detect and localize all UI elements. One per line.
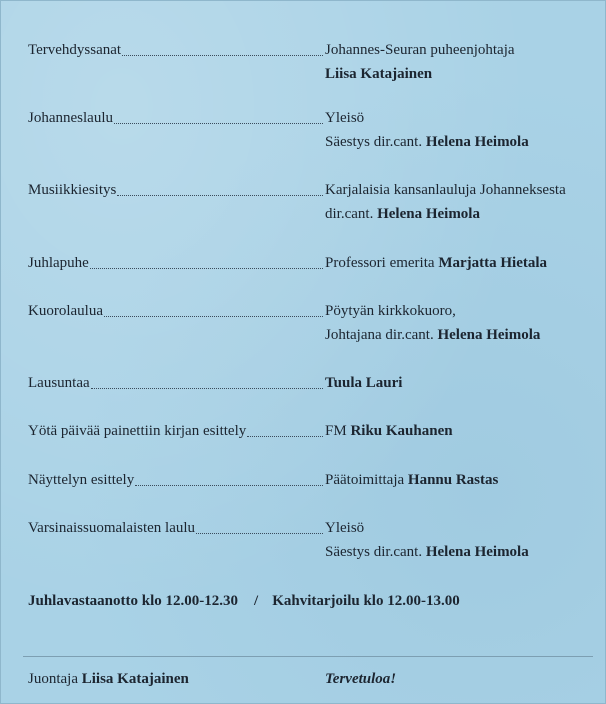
- performer-text: Johtajana dir.cant.: [325, 327, 438, 343]
- program-role: Varsinaissuomalaisten laulu: [28, 520, 196, 536]
- performer-text: Professori emerita: [325, 255, 439, 271]
- performer-text: Päätoimittaja: [325, 472, 408, 488]
- program-role: Musiikkiesitys: [28, 182, 117, 198]
- program-role: Tervehdyssanat: [28, 42, 122, 58]
- program-performer: [325, 371, 595, 395]
- program-performer: [325, 419, 595, 443]
- performer-text: Yleisö: [325, 520, 365, 536]
- dotted-leader: [117, 195, 323, 196]
- reception-separator: /: [254, 593, 259, 609]
- program-role: Juhlapuhe: [28, 255, 89, 271]
- program-performer: [325, 251, 595, 275]
- program-role-cell: [28, 516, 324, 540]
- program-role-cell: [28, 299, 324, 323]
- performer-text: dir.cant.: [325, 206, 378, 222]
- program-role-cell: [28, 106, 324, 130]
- performer-text: Yleisö: [325, 110, 365, 126]
- dotted-leader: [247, 436, 323, 437]
- performer-name: Liisa Katajainen: [325, 66, 433, 82]
- performer-name: Tuula Lauri: [325, 375, 403, 391]
- performer-text: Johannes-Seuran puheenjohtaja: [325, 42, 515, 58]
- program-role: Näyttelyn esittely: [28, 472, 135, 488]
- program-performer: [325, 299, 595, 347]
- dotted-leader: [104, 316, 323, 317]
- host-name: Liisa Katajainen: [81, 671, 189, 687]
- program-performer: [325, 468, 595, 492]
- performer-text: Säestys dir.cant.: [325, 544, 426, 560]
- dotted-leader: [90, 268, 323, 269]
- performer-text: Pöytyän kirkkokuoro,: [325, 303, 456, 319]
- program-performer: [325, 516, 595, 564]
- program-role-cell: [28, 38, 324, 62]
- program-performer: [325, 38, 595, 86]
- performer-name: Helena Heimola: [377, 206, 480, 222]
- dotted-leader: [114, 123, 323, 124]
- welcome-text: Tervetuloa!: [325, 671, 397, 687]
- reception-time: Juhlavastaanotto klo 12.00-12.30: [28, 593, 239, 609]
- program-role: Yötä päivää painettiin kirjan esittely: [28, 423, 247, 439]
- performer-text: Karjalaisia kansanlauluja Johanneksesta: [325, 182, 566, 198]
- program-performer: [325, 106, 595, 154]
- dotted-leader: [122, 55, 323, 56]
- performer-name: Helena Heimola: [425, 134, 529, 150]
- performer-name: Marjatta Hietala: [438, 255, 548, 271]
- performer-name: Helena Heimola: [425, 544, 529, 560]
- program-role-cell: [28, 371, 324, 395]
- performer-name: Riku Kauhanen: [350, 423, 453, 439]
- dotted-leader: [196, 533, 323, 534]
- coffee-time: Kahvitarjoilu klo 12.00-13.00: [272, 593, 460, 609]
- program-performer: [325, 178, 595, 226]
- footer-divider: [23, 656, 593, 657]
- performer-text: FM: [325, 423, 351, 439]
- performer-name: Hannu Rastas: [407, 472, 499, 488]
- reception-line: [28, 589, 460, 613]
- program-role: Lausuntaa: [28, 375, 90, 391]
- performer-name: Helena Heimola: [437, 327, 541, 343]
- program-role-cell: [28, 419, 324, 443]
- dotted-leader: [135, 485, 323, 486]
- host-label: Juontaja: [28, 671, 82, 687]
- program-role-cell: [28, 251, 324, 275]
- performer-text: Säestys dir.cant.: [325, 134, 426, 150]
- program-role: Kuorolaulua: [28, 303, 103, 319]
- program-role-cell: [28, 178, 324, 202]
- program-role-cell: [28, 468, 324, 492]
- program-role: Johanneslaulu: [28, 110, 113, 126]
- host-credit: [28, 667, 189, 691]
- dotted-leader: [91, 388, 323, 389]
